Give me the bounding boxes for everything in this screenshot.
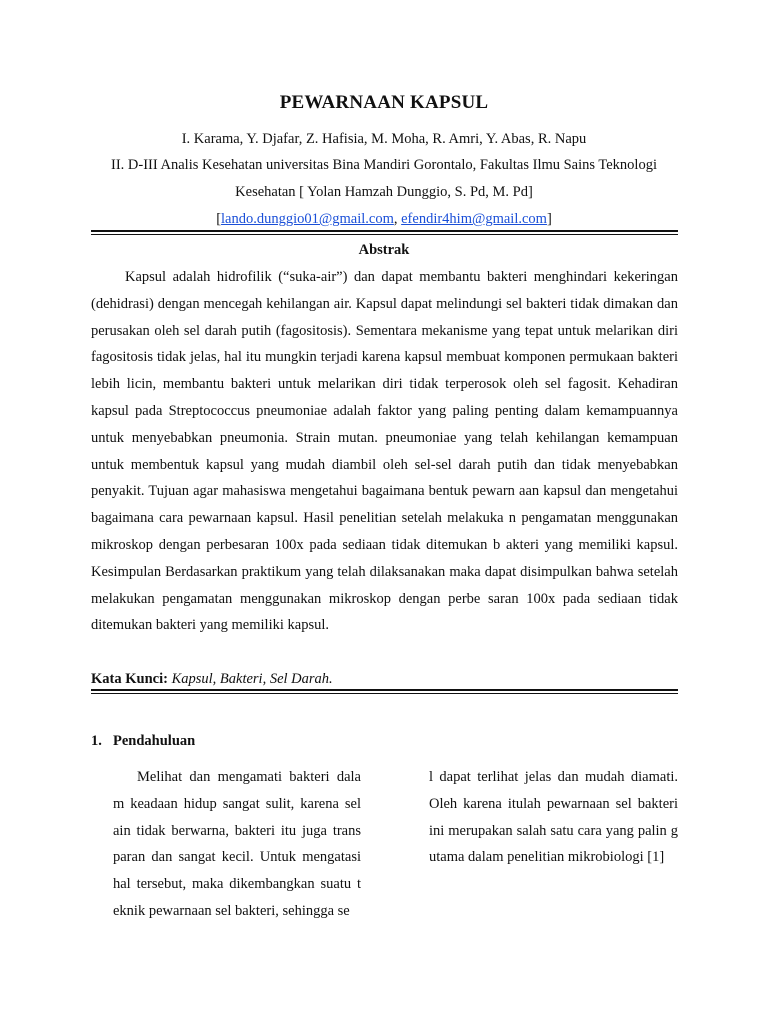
- email-bracket-open: [: [216, 211, 222, 227]
- section-title: Pendahuluan: [113, 733, 196, 749]
- header-divider: [91, 230, 678, 235]
- email-bracket-close: ]: [546, 211, 552, 227]
- intro-column-left: Melihat dan mengamati bakteri dala m keadaan hidup sangat sulit, karena sel ain tidak berwarna, bakteri itu juga trans paran dan sangat kecil. Untuk mengatasi hal tersebut, maka dikembangkan suatu t eknik pewarnaan sel bakteri, sehingga se: [113, 769, 361, 919]
- affiliation-line-2: Kesehatan [ Yolan Hamzah Dunggio, S. Pd, M. Pd]: [235, 184, 533, 200]
- keywords-value: Kapsul, Bakteri, Sel Darah.: [171, 671, 333, 687]
- affiliation-line-1: II. D-III Analis Kesehatan universitas Bina Mandiri Gorontalo, Fakultas Ilmu Sains Teknologi: [111, 157, 657, 173]
- email-link-1[interactable]: lando.dunggio01@gmail.com: [221, 211, 394, 227]
- paper-title: PEWARNAAN KAPSUL: [279, 92, 489, 113]
- author-list: I. Karama, Y. Djafar, Z. Hafisia, M. Moha, R. Amri, Y. Abas, R. Napu: [181, 131, 587, 147]
- contact-emails: [60, 209, 708, 229]
- email-separator: ,: [393, 211, 402, 227]
- section-heading-pendahuluan: [91, 731, 195, 751]
- email-link-2[interactable]: efendir4him@gmail.com: [401, 211, 547, 227]
- keywords: [91, 669, 678, 689]
- abstract-heading: Abstrak: [358, 242, 410, 258]
- intro-column-right: l dapat terlihat jelas dan mudah diamati. Oleh karena itulah pewarnaan sel bakteri ini merupakan salah satu cara yang palin g utama dalam penelitian mikrobiologi [1]: [429, 769, 678, 866]
- keywords-divider: [91, 689, 678, 694]
- keywords-label: Kata Kunci:: [91, 671, 168, 687]
- section-number: 1.: [91, 733, 102, 749]
- abstract-text: Kapsul adalah hidrofilik (“suka-air”) dan dapat membantu bakteri menghindari kekeringan (dehidrasi) dengan mencegah kehilangan air. Kapsul dapat melindungi sel bakteri tidak dimakan dan perusakan oleh sel darah putih (fagositosis). Sementara mekanisme yang tepat untuk melarikan diri fagositosis tidak jelas, hal itu mungkin terjadi karena kapsul membuat komponen permukaan bakteri lebih licin, membantu bakteri untuk melarikan diri tidak terperosok oleh sel fagosit. Kehadiran kapsul pada Streptococcus pneumoniae adalah faktor yang paling penting dalam kemampuannya untuk menyebabkan pneumonia. Strain mutan. pneumoniae yang telah kehilangan kemampuan untuk membentuk kapsul yang mudah diambil oleh sel-sel darah putih dan tidak menyebabkan penyakit. Tujuan agar mahasiswa mengetahui bagaimana bentuk pewarn aan kapsul dan mengetahui bagaimana cara pewarnaan kapsul. Hasil penelitian setelah melakuka n pengamatan menggunakan mikroskop dengan perbesaran 100x pada sediaan tidak ditemukan b akteri yang memiliki kapsul. Kesimpulan Berdasarkan praktikum yang telah dilaksanakan maka dapat disimpulkan bahwa setelah melakukan pengamatan menggunakan mikroskop dengan perbe saran 100x pada sediaan tidak ditemukan bakteri yang memiliki kapsul.: [91, 269, 678, 634]
